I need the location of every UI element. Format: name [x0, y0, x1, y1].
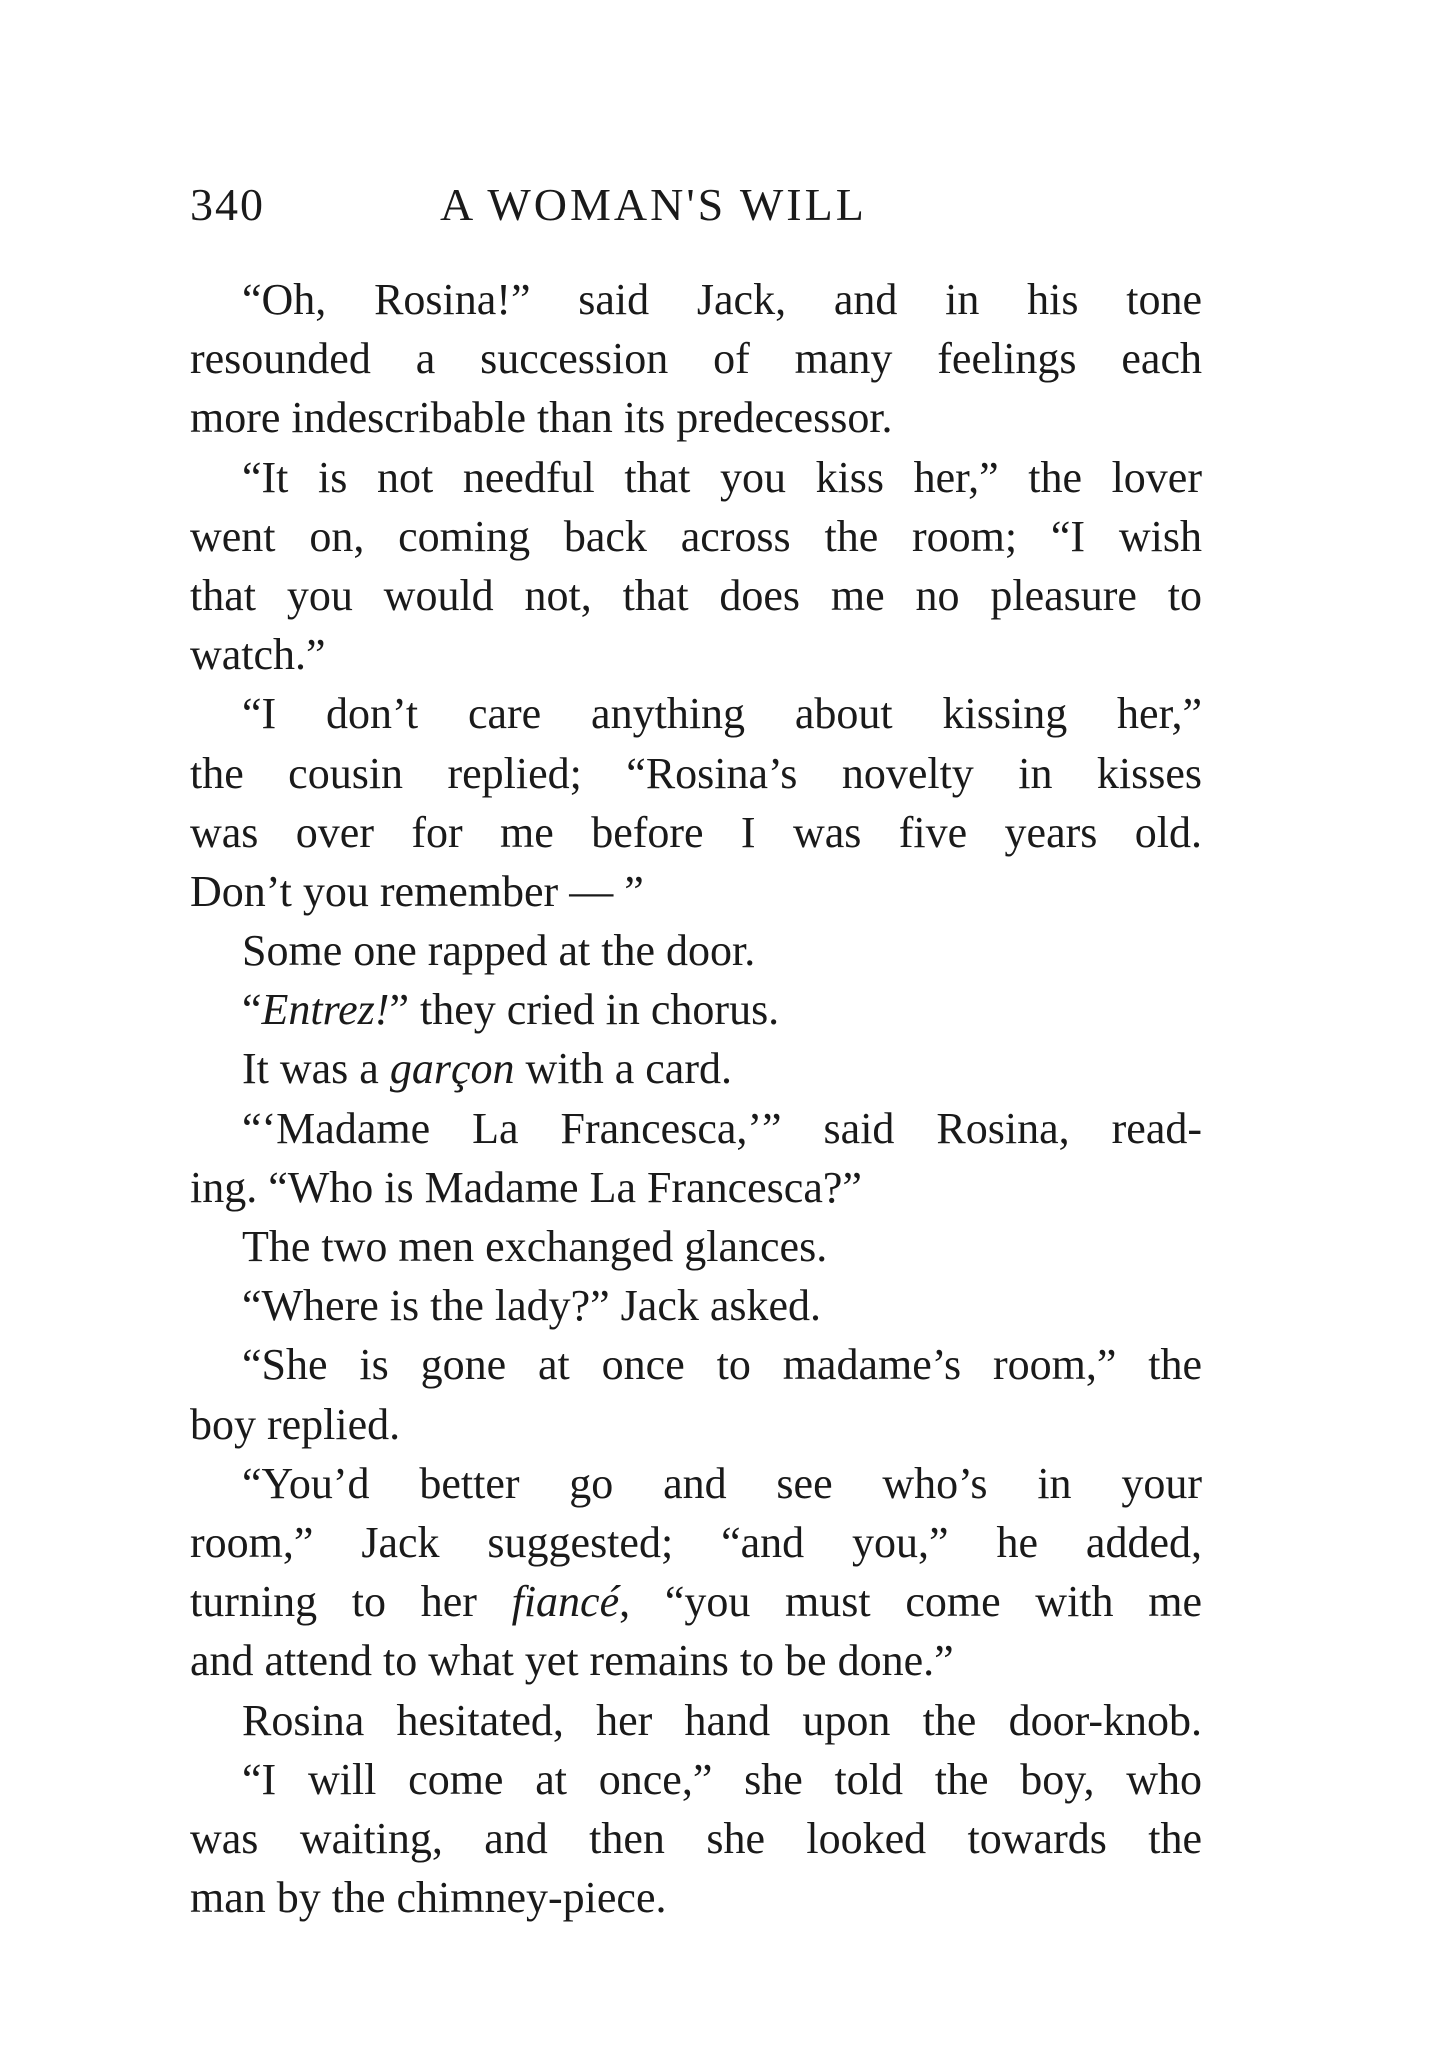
- text-line: and attend to what yet remains to be done.”: [190, 1636, 954, 1686]
- text-line: was waiting, and then she looked towards the: [190, 1813, 1202, 1863]
- text-line: [190, 1572, 1202, 1631]
- text-segment: ” they cried in chorus.: [389, 985, 780, 1035]
- text-line: “Where is the lady?” Jack asked.: [242, 1281, 822, 1331]
- page-number: 340: [190, 179, 265, 230]
- text-segment: , “you must come with me: [619, 1577, 1202, 1627]
- running-title: A WOMAN'S WILL: [440, 179, 867, 230]
- text-segment: with a card.: [514, 1044, 732, 1094]
- text-line: Some one rapped at the door.: [242, 926, 756, 976]
- text-line: the cousin replied; “Rosina’s novelty in kisses: [190, 748, 1202, 798]
- text-line: “You’d better go and see who’s in your: [242, 1458, 1202, 1508]
- italic-text: Entrez!: [261, 985, 390, 1035]
- text-line: room,” Jack suggested; “and you,” he added,: [190, 1517, 1202, 1567]
- text-line: [190, 980, 1202, 1039]
- text-line: man by the chimney-piece.: [190, 1873, 667, 1923]
- text-line: “It is not needful that you kiss her,” the lover: [242, 452, 1202, 502]
- text-line: watch.”: [190, 630, 326, 680]
- page-header: [190, 178, 1200, 238]
- text-line: [190, 1039, 1202, 1098]
- text-line: boy replied.: [190, 1399, 401, 1449]
- text-line: Rosina hesitated, her hand upon the door-knob.: [242, 1695, 1202, 1745]
- text-line: was over for me before I was five years old.: [190, 807, 1202, 857]
- text-line: that you would not, that does me no pleasure to: [190, 570, 1202, 620]
- text-line: “I don’t care anything about kissing her,”: [242, 689, 1202, 739]
- text-segment: “: [242, 985, 262, 1035]
- text-line: went on, coming back across the room; “I wish: [190, 511, 1202, 561]
- text-line: ing. “Who is Madame La Francesca?”: [190, 1162, 862, 1212]
- text-line: “‘Madame La Francesca,’” said Rosina, read-: [242, 1103, 1202, 1153]
- italic-text: fiancé: [511, 1577, 620, 1627]
- text-segment: It was a: [242, 1044, 390, 1094]
- text-line: The two men exchanged glances.: [242, 1222, 828, 1271]
- text-segment: turning to her: [190, 1577, 512, 1627]
- text-line: “I will come at once,” she told the boy, who: [242, 1754, 1202, 1804]
- body-text: [190, 270, 1202, 1927]
- text-line: Don’t you remember — ”: [190, 866, 644, 916]
- text-line: more indescribable than its predecessor.: [190, 393, 893, 443]
- text-line: “She is gone at once to madame’s room,” the: [242, 1340, 1202, 1390]
- italic-text: garçon: [389, 1044, 515, 1094]
- text-line: resounded a succession of many feelings each: [190, 334, 1202, 384]
- text-line: “Oh, Rosina!” said Jack, and in his tone: [242, 275, 1202, 324]
